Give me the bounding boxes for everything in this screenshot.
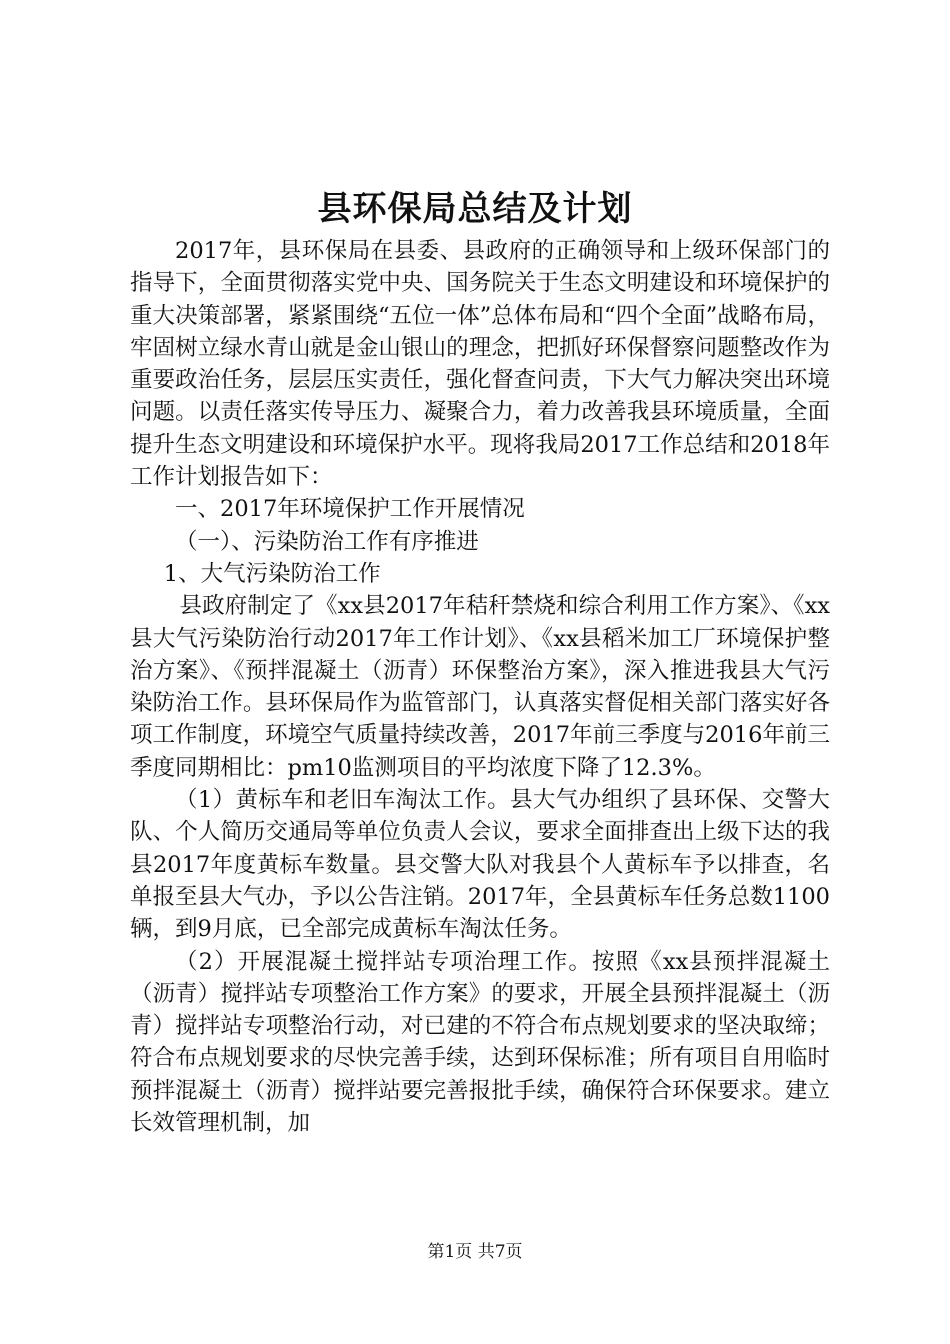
page-number: 第1页 共7页 [427,1242,523,1262]
body-paragraph: （2）开展混凝土搅拌站专项治理工作。按照《xx县预拌混凝土（沥青）搅拌站专项整治工作方案》的要求，开展全县预拌混凝土（沥青）搅拌站专项整治行动，对已建的不符合布点规划要求的坚决取缔；符合布点规划要求的尽快完善手续，达到环保标准；所有项目自用临时预拌混凝土（沥青）搅拌站要完善报批手续，确保符合环保要求。建立长效管理机制，加 [130,948,830,1137]
subsection-heading: （一）、污染防治工作有序推进 [175,528,479,555]
section-heading: 一、2017年环境保护工作开展情况 [175,496,525,523]
intro-paragraph: 2017年，县环保局在县委、县政府的正确领导和上级环保部门的指导下，全面贯彻落实党中央、国务院关于生态文明建设和环境保护的重大决策部署，紧紧围绕“五位一体”总体布局和“四个全面”战略布局，牢固树立绿水青山就是金山银山的理念，把抓好环保督察问题整改作为重要政治任务，层层压实责任，强化督查问责，下大气力解决突出环境问题。以责任落实传导压力、凝聚合力，着力改善我县环境质量，全面提升生态文明建设和环境保护水平。现将我局2017工作总结和2018年工作计划报告如下： [130,238,830,491]
document-title: 县环保局总结及计划 [317,189,633,229]
document-body [130,235,830,1139]
body-paragraph: 县政府制定了《xx县2017年秸秆禁烧和综合利用工作方案》、《xx县大气污染防治行动2017年工作计划》、《xx县稻米加工厂环境保护整治方案》、《预拌混凝土（沥青）环保整治方案》，深入推进我县大气污染防治工作。县环保局作为监管部门，认真落实督促相关部门落实好各项工作制度，环境空气质量持续改善，2017年前三季度与2016年前三季度同期相比：pm10监测项目的平均浓度下降了12.3%。 [130,593,830,781]
body-paragraph: （1）黄标车和老旧车淘汰工作。县大气办组织了县环保、交警大队、个人简历交通局等单位负责人会议，要求全面排查出上级下达的我县2017年度黄标车数量。县交警大队对我县个人黄标车予以排查，名单报至县大气办，予以公告注销。2017年，全县黄标车任务总数1100辆，到9月底，已全部完成黄标车淘汰任务。 [130,787,830,943]
item-heading: 1、大气污染防治工作 [163,560,381,587]
